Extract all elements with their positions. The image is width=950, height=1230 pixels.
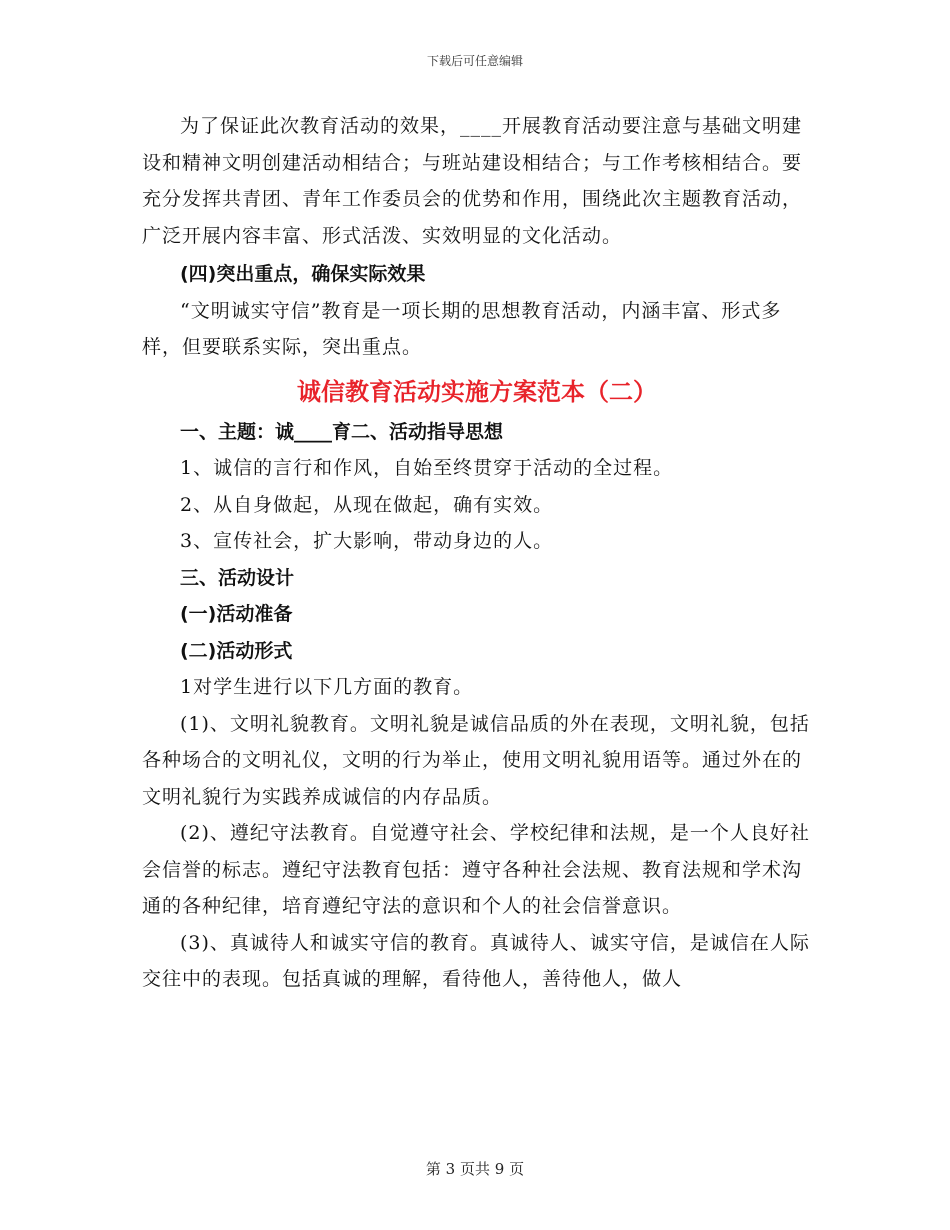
paragraph-education-intro: 1对学生进行以下几方面的教育。 — [180, 676, 474, 698]
list-item-1: 1、诚信的言行和作风，自始至终贯穿于活动的全过程。 — [180, 457, 674, 479]
heading-form: (二)活动形式 — [180, 639, 293, 662]
paragraph-courtesy: (1)、文明礼貌教育。文明礼貌是诚信品质的外在表现，文明礼貌，包括各种场合的文明礼仪，文明的行为举止，使用文明礼貌用语等。通过外在的文明礼貌行为实践养成诚信的内存品质。 — [142, 712, 810, 808]
list-item-3: 3、宣传社会，扩大影响，带动身边的人。 — [180, 530, 554, 552]
document-body — [142, 108, 812, 998]
heading-focus: (四)突出重点，确保实际效果 — [180, 263, 426, 285]
paragraph-sincerity: (3)、真诚待人和诚实守信的教育。真诚待人、诚实守信，是诚信在人际交往中的表现。包括真诚的理解，看待他人，善待他人，做人 — [142, 931, 810, 990]
paragraph-law: (2)、遵纪守法教育。自觉遵守社会、学校纪律和法规，是一个人良好社会信誉的标志。遵纪守法教育包括：遵守各种社会法规、教育法规和学术沟通的各种纪律，培育遵纪守法的意识和个人的社会信誉意识。 — [142, 822, 810, 917]
heading-preparation: (一)活动准备 — [180, 603, 293, 625]
page-header: 下载后可任意编辑 — [426, 54, 523, 68]
section-title: 诚信教育活动实施方案范本（二） — [297, 377, 657, 406]
page-footer: 第 3 页共 9 页 — [425, 1160, 525, 1178]
list-item-2: 2、从自身做起，从现在做起，确有实效。 — [180, 493, 554, 516]
heading-theme: 一、主题：诚____育二、活动指导思想 — [180, 420, 504, 443]
heading-activity-design: 三、活动设计 — [180, 566, 295, 589]
paragraph-civility-education: “文明诚实守信”教育是一项长期的思想教育活动，内涵丰富、形式多样，但要联系实际，突出重点。 — [142, 299, 782, 358]
paragraph-activity-effect: 为了保证此次教育活动的效果，____开展教育活动要注意与基础文明建设和精神文明创建活动相结合；与班站建设相结合；与工作考核相结合。要充分发挥共青团、青年工作委员会的优势和作用，围绕此次主题教育活动，广泛开展内容丰富、形式活泼、实效明显的文化活动。 — [142, 115, 803, 247]
